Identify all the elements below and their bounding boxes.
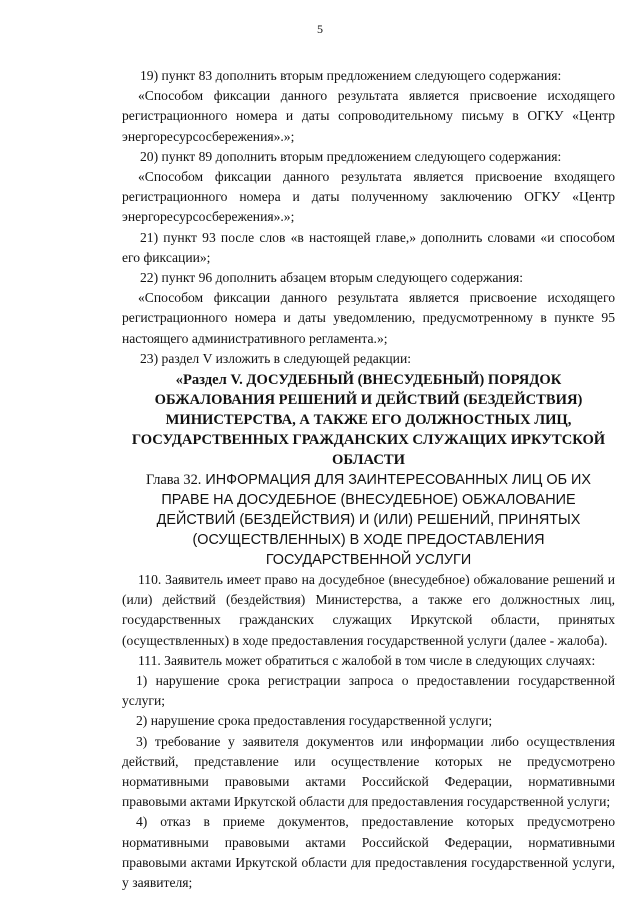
paragraph-21: 21) пункт 93 после слов «в настоящей главе,» дополнить словами «и способом его фиксации»; [122,229,615,265]
section-title: «Раздел V. ДОСУДЕБНЫЙ (ВНЕСУДЕБНЫЙ) ПОРЯДОК ОБЖАЛОВАНИЯ РЕШЕНИЙ И ДЕЙСТВИЙ (БЕЗДЕЙСТВИЯ) МИНИСТЕРСТВА, А ТАКЖЕ ЕГО ДОЛЖНОСТНЫХ ЛИЦ, ГОСУДАРСТВЕННЫХ ГРАЖДАНСКИХ СЛУЖАЩИХ ИРКУТСКОЙ ОБЛАСТИ [131,372,606,469]
case-item-2: 2) нарушение срока предоставления государственной услуги; [136,713,493,729]
paragraph-111: 111. Заявитель может обратиться с жалобой в том числе в следующих случаях: [138,652,596,668]
chapter-label: Глава 32. [146,472,202,489]
chapter-heading [122,470,615,570]
quote-20: «Способом фиксации данного результата является присвоение входящего регистрационного номера и даты полученному заключению ОГКУ «Центр энергоресурсосбережения».»; [122,169,615,225]
case-item-1: 1) нарушение срока регистрации запроса о предоставлении государственной услуги; [122,673,615,709]
quote-22: «Способом фиксации данного результата является присвоение исходящего регистрационного номера и даты уведомлению, предусмотренному в пункте 95 настоящего административного регламента.»; [122,290,615,346]
paragraph-20: 20) пункт 89 дополнить вторым предложением следующего содержания: [140,148,562,164]
quote-19: «Способом фиксации данного результата является присвоение исходящего регистрационного номера и даты сопроводительному письму в ОГКУ «Центр энергоресурсосбережения».»; [122,88,615,144]
case-item-4: 4) отказ в приеме документов, предоставление которых предусмотрено нормативными правовыми актами Российской Федерации, нормативными правовыми актами Иркутской области для предоставления государственной услуги, у заявителя; [122,814,615,891]
document-body [122,66,615,893]
case-item-3: 3) требование у заявителя документов или информации либо осуществления действий, представление или осуществление которых не предусмотрено нормативными правовыми актами Российской Федерации, нормативными правовыми актами Иркутской области для предоставления государственной услуги; [122,733,615,810]
paragraph-110: 110. Заявитель имеет право на досудебное (внесудебное) обжалование решений и (или) действий (бездействия) Министерства, а также его должностных лиц, государственных гражданских служащих Иркутской области, принятых (осуществленных) в ходе предоставления государственной услуги (далее - жалоба). [122,572,615,648]
chapter-title: ИНФОРМАЦИЯ ДЛЯ ЗАИНТЕРЕСОВАННЫХ ЛИЦ ОБ ИХ ПРАВЕ НА ДОСУДЕБНОЕ (ВНЕСУДЕБНОЕ) ОБЖАЛОВАНИЕ ДЕЙСТВИЙ (БЕЗДЕЙСТВИЯ) И (ИЛИ) РЕШЕНИЙ, ПРИНЯТЫХ (ОСУЩЕСТВЛЕННЫХ) В ХОДЕ ПРЕДОСТАВЛЕНИЯ ГОСУДАРСТВЕННОЙ УСЛУГИ [156,472,591,569]
paragraph-22: 22) пункт 96 дополнить абзацем вторым следующего содержания: [140,270,523,286]
paragraph-23: 23) раздел V изложить в следующей редакции: [140,350,412,366]
paragraph-19: 19) пункт 83 дополнить вторым предложением следующего содержания: [140,68,562,83]
page-number: 5 [317,22,323,36]
